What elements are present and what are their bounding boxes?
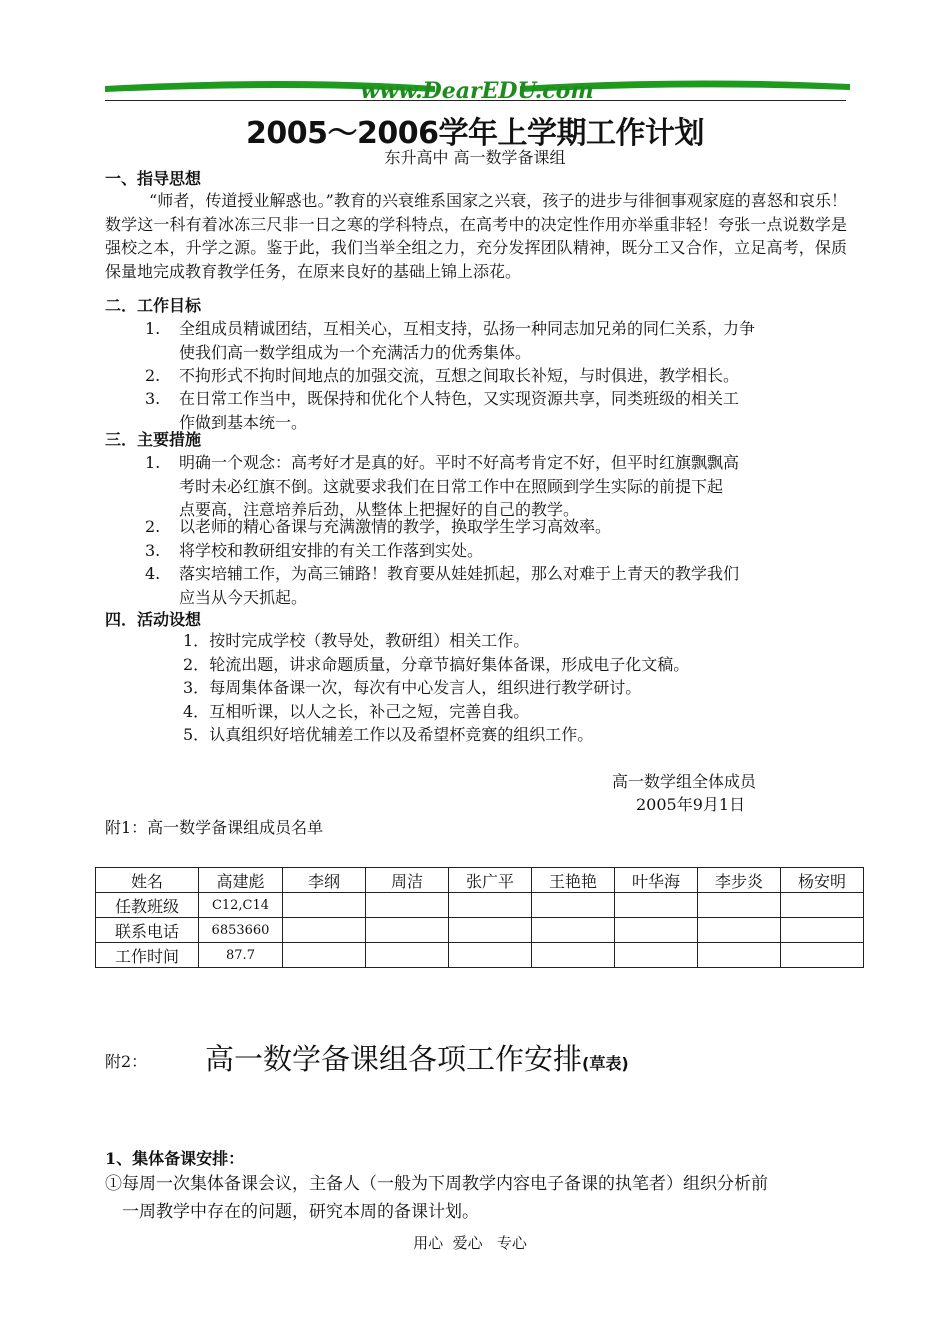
table-cell — [366, 918, 449, 943]
list-item-text: 明确一个观念：高考好才是真的好。平时不好高考肯定不好，但平时红旗飘飘高 — [179, 453, 740, 472]
table-cell — [781, 943, 864, 968]
appendix2-label: 附2： — [105, 1052, 148, 1071]
table-cell: 姓名 — [96, 868, 199, 893]
table-cell — [532, 918, 615, 943]
list-item-text: 应当从今天抓起。 — [179, 587, 308, 607]
table-cell — [366, 893, 449, 918]
list-item-text: 以老师的精心备课与充满激情的教学，换取学生学习高效率。 — [179, 517, 612, 536]
table-cell — [532, 943, 615, 968]
table-cell: 联系电话 — [96, 918, 199, 943]
list-item-text: 互相听课，以人之长，补己之短，完善自我。 — [209, 702, 530, 721]
list-item-number: 2. — [145, 366, 161, 385]
section-heading-guiding-thought: 一、指导思想 — [105, 169, 202, 188]
page-footer: 用心 爱心 专心 — [413, 1234, 527, 1252]
list-item — [145, 515, 850, 539]
list-item-number: 5． — [183, 725, 210, 744]
list-item-number: 1． — [183, 631, 210, 650]
section-heading-main-measures: 三．主要措施 — [105, 430, 202, 449]
list-item — [183, 629, 529, 653]
table-row — [96, 868, 864, 893]
list-item-text: 落实培辅工作，为高三铺路！教育要从娃娃抓起，那么对难于上青天的教学我们 — [179, 564, 740, 583]
appendix2-title: 高一数学备课组各项工作安排 — [205, 1042, 583, 1076]
table-cell — [615, 943, 698, 968]
table-cell — [366, 943, 449, 968]
table-cell — [532, 893, 615, 918]
section-heading-collective-planning: 1、集体备课安排： — [105, 1149, 245, 1168]
table-row — [96, 918, 864, 943]
table-cell: C12,C14 — [199, 893, 283, 918]
table-cell — [698, 943, 781, 968]
list-item-number: 2. — [145, 517, 161, 536]
signature-date: 2005年9月1日 — [636, 795, 746, 814]
table-cell: 周洁 — [366, 868, 449, 893]
list-item-text: 作做到基本统一。 — [179, 412, 308, 432]
list-item — [183, 653, 689, 677]
list-item-number: 1. — [145, 453, 161, 472]
page-subtitle: 东升高中 高一数学备课组 — [384, 148, 566, 167]
list-item-text: 在日常工作当中，既保持和优化个人特色，又实现资源共享，同类班级的相关工 — [179, 389, 740, 408]
table-cell — [698, 918, 781, 943]
table-cell: 6853660 — [199, 918, 283, 943]
list-item — [183, 723, 593, 747]
signature-group: 高一数学组全体成员 — [612, 772, 757, 791]
list-item-number: 1. — [145, 319, 161, 338]
collective-item-line: ①每周一次集体备课会议，主备人（一般为下周教学内容电子备课的执笔者）组织分析前 — [105, 1174, 768, 1194]
section-heading-work-goals: 二．工作目标 — [105, 296, 202, 315]
list-item-text: 不拘形式不拘时间地点的加强交流，互想之间取长补短，与时俱进，教学相长。 — [179, 366, 740, 385]
table-cell: 杨安明 — [781, 868, 864, 893]
table-cell: 李步炎 — [698, 868, 781, 893]
members-table — [95, 867, 864, 968]
logo-text: www.DearEDU.com — [360, 78, 594, 104]
table-cell: 张广平 — [449, 868, 532, 893]
table-cell — [781, 918, 864, 943]
table-row — [96, 943, 864, 968]
list-item-text: 全组成员精诚团结，互相关心，互相支持，弘扬一种同志加兄弟的同仁关系，力争 — [179, 319, 756, 338]
appendix1-label: 附1：高一数学备课组成员名单 — [105, 818, 324, 837]
list-item — [145, 562, 850, 609]
section-heading-activity-plans: 四．活动设想 — [105, 610, 202, 629]
table-cell: 李纲 — [283, 868, 366, 893]
table-cell — [283, 943, 366, 968]
table-cell: 87.7 — [199, 943, 283, 968]
table-cell: 工作时间 — [96, 943, 199, 968]
collective-item-line: 一周教学中存在的问题，研究本周的备课计划。 — [122, 1202, 479, 1222]
table-cell — [449, 943, 532, 968]
table-cell — [283, 918, 366, 943]
list-item-text: 将学校和教研组安排的有关工作落到实处。 — [179, 541, 484, 560]
list-item-number: 4. — [145, 564, 161, 583]
list-item — [183, 700, 529, 724]
list-item — [145, 364, 850, 388]
table-cell — [449, 893, 532, 918]
appendix2-note: (草表) — [582, 1054, 629, 1073]
table-cell — [615, 893, 698, 918]
list-item-number: 4． — [183, 702, 210, 721]
list-item-text: 轮流出题，讲求命题质量，分章节搞好集体备课，形成电子化文稿。 — [209, 655, 690, 674]
list-item-number: 3． — [183, 678, 210, 697]
list-item — [145, 451, 850, 522]
list-item-text: 按时完成学校（教导处，教研组）相关工作。 — [209, 631, 530, 650]
site-logo-banner — [105, 74, 850, 108]
table-cell — [781, 893, 864, 918]
list-item-text: 使我们高一数学组成为一个充满活力的优秀集体。 — [179, 342, 532, 362]
guiding-thought-paragraph: “师者，传道授业解惑也。”教育的兴衰维系国家之兴衰，孩子的进步与徘徊事观家庭的喜怒和哀乐！数学这一科有着冰冻三尺非一日之寒的学科特点，在高考中的决定性作用亦举重非轻！夸张一点说数学是强校之本，升学之源。鉴于此，我们当举全组之力，充分发挥团队精神，既分工又合作，立足高考，保质保量地完成教育教学任务，在原来良好的基础上锦上添花。 — [105, 191, 847, 281]
table-cell — [449, 918, 532, 943]
table-row — [96, 893, 864, 918]
list-item — [145, 539, 850, 563]
appendix2-heading — [205, 1037, 629, 1078]
list-item-text: 点要高，注意培养后劲，从整体上把握好的自己的教学。 — [179, 500, 580, 519]
list-item-text: 每周集体备课一次，每次有中心发言人，组织进行教学研讨。 — [209, 678, 642, 697]
table-cell: 王艳艳 — [532, 868, 615, 893]
list-item-text: 考时未必红旗不倒。这就要求我们在日常工作中在照顾到学生实际的前提下起 — [179, 476, 724, 496]
list-item — [145, 317, 850, 364]
list-item-number: 2． — [183, 655, 210, 674]
list-item-number: 3. — [145, 541, 161, 560]
list-item — [183, 676, 641, 700]
table-cell — [615, 918, 698, 943]
page-title: 2005～2006学年上学期工作计划 — [246, 116, 704, 151]
table-cell: 高建彪 — [199, 868, 283, 893]
table-cell — [283, 893, 366, 918]
table-cell — [698, 893, 781, 918]
list-item-number: 3. — [145, 389, 161, 408]
list-item-text: 认真组织好培优辅差工作以及希望杯竞赛的组织工作。 — [209, 725, 594, 744]
list-item — [145, 387, 850, 434]
table-cell: 叶华海 — [615, 868, 698, 893]
table-cell: 任教班级 — [96, 893, 199, 918]
header-rule — [105, 100, 846, 101]
